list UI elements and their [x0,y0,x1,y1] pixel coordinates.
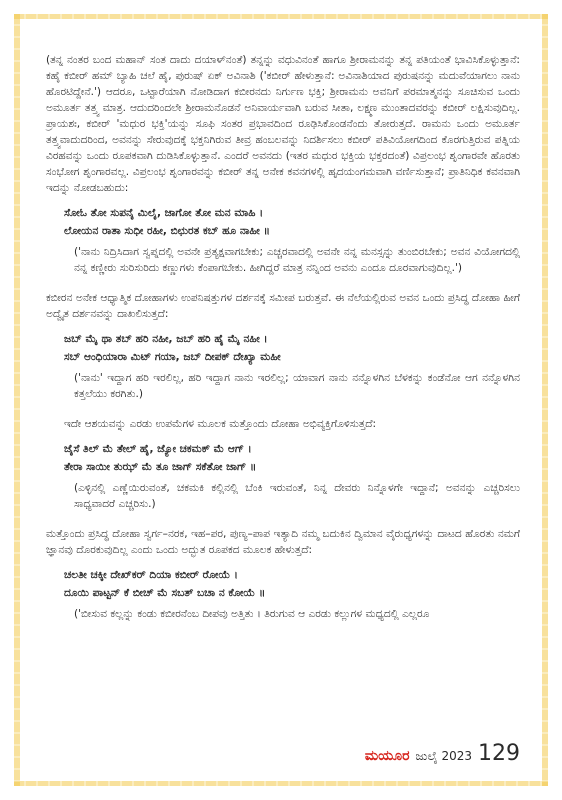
paragraph-4: ಮತ್ತೊಂದು ಪ್ರಸಿದ್ಧ ದೋಹಾ ಸ್ವರ್ಗ–ನರಕ, ಇಹ–ಪರ, ಪುಣ್ಯ–ಪಾಪ ಇತ್ಯಾದಿ ನಮ್ಮ ಬದುಕಿನ ದ್ವಿಮಾನ ವೈರುಧ್ಯಗಳನ್ನು ದಾಟದ ಹೊರತು ನಮಗೆ ಜ್ಞಾನವು ದೊರಕುವುದಿಲ್ಲ ಎಂದು ಒಂದು ಅದ್ಭುತ ರೂಪಕದ ಮೂಲಕ ಹೇಳುತ್ತದೆ: [46,528,520,556]
paragraph-1: (ತನ್ನ ನಂತರ ಬಂದ ಮಹಾನ್ ಸಂತ ದಾದು ದಯಾಳ್‌ನಂತೆ) ತನ್ನನ್ನು ವಧುವಿನಂತೆ ಹಾಗೂ ಶ್ರೀರಾಮನನ್ನು ತನ್ನ ಪತಿಯಂತೆ ಭಾವಿಸಿಕೊಳ್ಳುತ್ತಾನೆ: ಕಹೈ ಕಬೀರ್ ಹಮ್ ಬ್ಯಾಹಿ ಚಲೆ ಹೈ, ಪುರುಷ್ ಏಕ್ ಅವಿನಾಶಿ ('ಕಬೀರ್ ಹೇಳುತ್ತಾನೆ: ಅವಿನಾಶಿಯಾದ ಪುರುಷನನ್ನು ಮದುವೆಯಾಗಲು ನಾನು ಹೊರಟಿದ್ದೇನೆ.') ಆದರೂ, ಒಟ್ಟಾರೆಯಾಗಿ ನೋಡಿದಾಗ ಕಬೀರನದು ನಿರ್ಗುಣ ಭಕ್ತಿ; ಶ್ರೀರಾಮನು ಅವನಿಗೆ ಪರಮಾತ್ಮನನ್ನು ಸೂಚಿಸುವ ಒಂದು ಅಮೂರ್ತ ತತ್ತ್ವ ಮಾತ್ರ. ಆದುದರಿಂದಲೇ ಶ್ರೀರಾಮನೊಡನೆ ಅನಿವಾರ್ಯವಾಗಿ ಬರುವ ಸೀತಾ, ಲಕ್ಷ್ಮಣ ಮುಂತಾದವರನ್ನು ಕಬೀರ್ ಲಕ್ಷಿಸುವುದಿಲ್ಲ. ಪ್ರಾಯಶಃ, ಕಬೀರ್ 'ಮಧುರ ಭಕ್ತಿ'ಯನ್ನು ಸೂಫಿ ಸಂತರ ಪ್ರಭಾವದಿಂದ ರೂಢಿಸಿಕೊಂಡನೆಂದು ತೋರುತ್ತದೆ. ರಾಮನು ಒಂದು ಅಮೂರ್ತ ತತ್ತ್ವವಾದುದರಿಂದ, ಅವನನ್ನು ಸೇರುವುದಕ್ಕೆ ಭಕ್ತನಿಗಿರುವ ತೀವ್ರ ಹಂಬಲವನ್ನು ನಿದರ್ಶಿಸಲು ಕಬೀರ್ ಪತಿವಿಯೋಗದಿಂದ ಕೊರಗುತ್ತಿರುವ ಪತ್ನಿಯ ವಿರಹವನ್ನು ಒಂದು ರೂಪಕವಾಗಿ ದುಡಿಸಿಕೊಳ್ಳುತ್ತಾನೆ. ಎಂದರೆ ಅವನದು (ಇತರ ಮಧುರ ಭಕ್ತಿಯ ಭಕ್ತರದಂತೆ) ವಿಪ್ರಲಂಭ ಶೃಂಗಾರವೇ ಹೊರತು ಸಂಭೋಗ ಶೃಂಗಾರವಲ್ಲ. ವಿಪ್ರಲಂಭ ಶೃಂಗಾರವನ್ನು ಕಬೀರ್ ತನ್ನ ಅನೇಕ ಕವನಗಳಲ್ಲಿ ಹೃದಯಂಗಮವಾಗಿ ವರ್ಣಿಸುತ್ತಾನೆ; ಪ್ರಾತಿನಿಧಿಕ ಕವನವಾಗಿ ಇದನ್ನು ನೋಡಬಹುದು: [46,54,520,194]
verse-3-line-2: ತೇರಾ ಸಾಯೀ ತುಝ್ ಮೆ ತೂ ಜಾಗ್ ಸಕೆತೋ ಜಾಗ್ ॥ [64,461,257,473]
paragraph-2: ಕಬೀರನ ಅನೇಕ ಆಧ್ಯಾತ್ಮಿಕ ದೋಹಾಗಳು ಉಪನಿಷತ್ತುಗಳ ದರ್ಶನಕ್ಕೆ ಸಮೀಪ ಬರುತ್ತವೆ. ಈ ನೆಲೆಯಲ್ಲಿರುವ ಅವನ ಒಂದು ಪ್ರಸಿದ್ಧ ದೋಹಾ ಹೀಗೆ ಅದ್ವೈತ ದರ್ಶನವನ್ನು ದಾಖಲಿಸುತ್ತದೆ: [46,292,520,320]
verse-1-line-1: ಸೋಓ ತೋ ಸುಪನೈ ಮಿಲೈ, ಜಾಗೋ ತೋ ಮನ ಮಾಹಿ । [64,207,264,219]
page-border-bottom [14,781,548,786]
verse-4-line-2: ದೂಯಿ ಪಾಟ್ಟನ್ ಕೆ ಬೀಚ್ ಮೆ ಸಬತ್ ಬಚಾ ನ ಕೋಯೆ ॥ [64,587,266,599]
page-border-left [14,14,20,786]
page-number: 129 [478,741,520,766]
verse-4-translation: ('ಬೀಸುವ ಕಲ್ಲನ್ನು ಕಂಡು ಕಬೀರನೆಂಬ ದೀಪವು ಅತ್ತಿತು । ತಿರುಗುವ ಆ ಎರಡು ಕಲ್ಲುಗಳ ಮಧ್ಯದಲ್ಲಿ ಎಲ್ಲರೂ [74,608,430,620]
magazine-logo: ಮಯೂರ [364,748,410,764]
verse-1-line-2: ಲೋಯನ ರಾತಾ ಸುಧೀ ರಹೀ, ಬಿಛುರತ ಕಬ್ ಹೂ ನಾಹೀ ॥ [64,225,270,237]
verse-1-translation: ('ನಾನು ನಿದ್ರಿಸಿದಾಗ ಸ್ವಪ್ನದಲ್ಲಿ ಅವನೇ ಪ್ರತ್ಯಕ್ಷವಾಗಬೇಕು; ಎಚ್ಚರವಾದಲ್ಲಿ ಅವನೇ ನನ್ನ ಮನಸ್ಸನ್ನು ತುಂಬಿರಬೇಕು; ಅವನ ವಿಯೋಗದಲ್ಲಿ ನನ್ನ ಕಣ್ಣೀರು ಸುರಿಸುರಿದು ಕಣ್ಣುಗಳು ಕೆಂಪಾಗಬೇಕು. ಹೀಗಿದ್ದರೆ ಮಾತ್ರ ನನ್ನಿಂದ ಅವನು ಎಂದೂ ದೂರವಾಗುವುದಿಲ್ಲ.') [74,246,520,274]
verse-4-line-1: ಚಲತೀ ಚಕ್ಕೀ ದೇಖ್‌ಕರ್ ದಿಯಾ ಕಬೀರ್ ರೋಯೆ । [64,569,238,581]
verse-3-translation: (ಎಳ್ಳಿನಲ್ಲಿ ಎಣ್ಣೆಯಿರುವಂತೆ, ಚಕಮಕಿ ಕಲ್ಲಿನಲ್ಲಿ ಬೆಂಕಿ ಇರುವಂತೆ, ನಿನ್ನ ದೇವರು ನಿನ್ನೊಳಗೇ ಇದ್ದಾನೆ; ಅವನನ್ನು ಎಚ್ಚರಿಸಲು ಸಾಧ್ಯವಾದರೆ ಎಚ್ಚರಿಸು.) [74,482,520,510]
page-border-right [542,14,548,786]
verse-3-line-1: ಜೈಸೆ ತಿಲ್ ಮೆ ತೇಲ್ ಹೈ, ಜ್ಯೋ ಚಕಮಕ್ ಮೆ ಆಗ್ । [64,443,252,455]
page-footer [365,741,520,766]
verse-2-line-2: ಸಬ್ ಆಂಧಿಯಾರಾ ಮಿಟ್ ಗಯಾ, ಜಬ್ ದೀಪಕ್ ದೇಖ್ಯಾ ಮಹೀ [64,351,281,363]
verse-2-line-1: ಜಬ್ ಮೈ ಥಾ ತಬ್ ಹರಿ ನಹೀ, ಜಬ್ ಹರಿ ಹೈ ಮೈ ನಹೀ । [64,333,268,345]
page-border-top [14,14,548,19]
issue-date: ಜುಲೈ 2023 [415,749,472,763]
paragraph-3: ಇದೇ ಆಶಯವನ್ನು ಎರಡು ಉಪಮೆಗಳ ಮೂಲಕ ಮತ್ತೊಂದು ದೋಹಾ ಅಭಿವ್ಯಕ್ತಿಗೊಳಿಸುತ್ತದೆ: [64,418,377,430]
article-body [46,52,520,622]
verse-2-translation: ('ನಾನು' ಇದ್ದಾಗ ಹರಿ ಇರಲಿಲ್ಲ, ಹರಿ ಇದ್ದಾಗ ನಾನು ಇರಲಿಲ್ಲ; ಯಾವಾಗ ನಾನು ನನ್ನೊಳಗಿನ ಬೆಳಕನ್ನು ಕಂಡೆನೋ ಆಗ ನನ್ನೊಳಗಿನ ಕತ್ತಲೆಯು ಕರಗಿತು.) [74,372,520,400]
